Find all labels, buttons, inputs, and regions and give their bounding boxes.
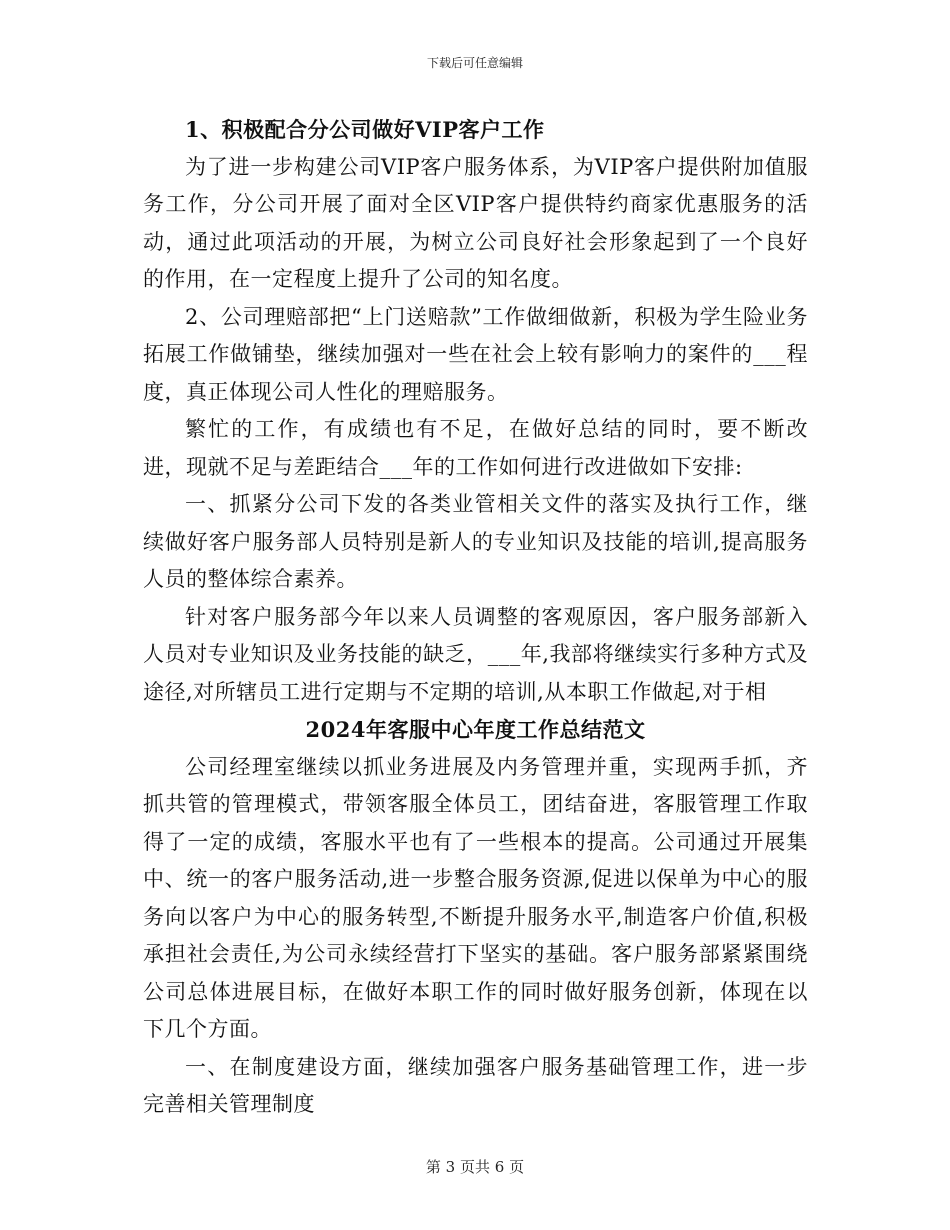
paragraph-improvement: 繁忙的工作，有成绩也有不足，在做好总结的同时，要不断改进，现就不足与差距结合___年的工作如何进行改进做如下安排: <box>143 417 808 479</box>
paragraph-vip-service: 为了进一步构建公司VIP客户服务体系，为VIP客户提供附加值服务工作，分公司开展了面对全区VIP客户提供特约商家优惠服务的活动，通过此项活动的开展，为树立公司良好社会形象起到了一个良好的作用，在一定程度上提升了公司的知名度。 <box>143 154 808 291</box>
paragraph-claims: 2、公司理赔部把“上门送赔款”工作做细做新，积极为学生险业务拓展工作做铺垫，继续加强对一些在社会上较有影响力的案件的___程度，真正体现公司人性化的理赔服务。 <box>143 304 808 404</box>
paragraph-staff: 针对客户服务部今年以来人员调整的客观原因，客户服务部新入人员对专业知识及业务技能的缺乏，___年,我部将继续实行多种方式及途径,对所辖员工进行定期与不定期的培训,从本职工作做起,对于相 <box>143 604 808 704</box>
page-header: 下载后可任意编辑 <box>426 56 523 70</box>
document-body <box>143 111 808 1124</box>
paragraph-training: 一、抓紧分公司下发的各类业管相关文件的落实及执行工作，继续做好客户服务部人员特别是新人的专业知识及技能的培训,提高服务人员的整体综合素养。 <box>143 492 808 591</box>
page-footer: 第 3 页共 6 页 <box>425 1158 525 1176</box>
paragraph-summary: 公司经理室继续以抓业务进展及内务管理并重，实现两手抓，齐抓共管的管理模式，带领客服全体员工，团结奋进，客服管理工作取得了一定的成绩，客服水平也有了一些根本的提高。公司通过开展集中、统一的客户服务活动,进一步整合服务资源,促进以保单为中心的服务向以客户为中心的服务转型,不断提升服务水平,制造客户价值,积极承担社会责任,为公司永续经营打下坚实的基础。客户服务部紧紧围绕公司总体进展目标，在做好本职工作的同时做好服务创新，体现在以下几个方面。 <box>143 754 808 1041</box>
section-heading: 1、积极配合分公司做好VIP客户工作 <box>185 117 545 142</box>
paragraph-system: 一、在制度建设方面，继续加强客户服务基础管理工作，进一步完善相关管理制度 <box>143 1054 808 1116</box>
document-title: 2024年客服中心年度工作总结范文 <box>305 717 646 742</box>
